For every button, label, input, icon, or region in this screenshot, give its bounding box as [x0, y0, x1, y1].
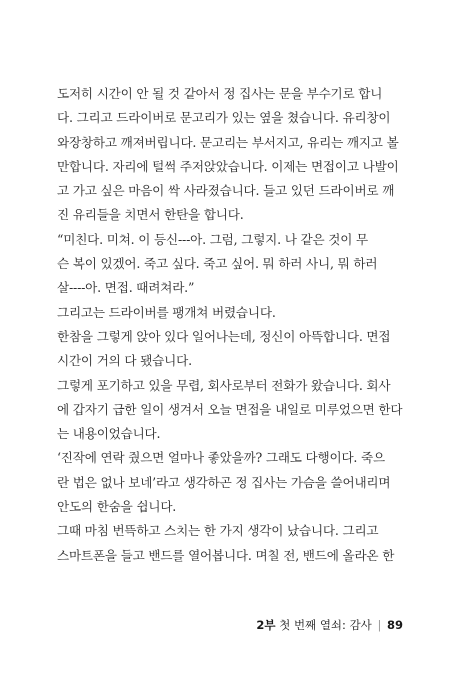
text-line: 도저히 시간이 안 될 것 같아서 정 집사는 문을 부수기로 합니 — [57, 86, 383, 101]
body-text — [57, 82, 403, 568]
text-line: 그때 마침 번뜩하고 스치는 한 가지 생각이 났습니다. 그리고 — [57, 523, 379, 539]
text-line: 시간이 거의 다 됐습니다. — [57, 353, 192, 369]
text-line: 슨 복이 있겠어. 죽고 싶다. 죽고 싶어. 뭐 하러 사니, 뭐 하러 — [57, 256, 378, 272]
text-line: 는 내용이었습니다. — [57, 426, 161, 442]
text-line: 에 갑자기 급한 일이 생겨서 오늘 면접을 내일로 미루었으면 한다 — [57, 401, 403, 417]
text-line: 고 가고 싶은 마음이 싹 사라졌습니다. 들고 있던 드라이버로 깨 — [57, 183, 395, 199]
text-line: 와장창하고 깨져버립니다. 문고리는 부서지고, 유리는 깨지고 볼 — [57, 134, 399, 150]
text-line: 그렇게 포기하고 있을 무렵, 회사로부터 전화가 왔습니다. 회사 — [57, 377, 391, 393]
text-line: ‘진작에 연락 줬으면 얼마나 좋았을까? 그래도 다행이다. 죽으 — [57, 450, 385, 466]
text-line: 살----아. 면접. 때려쳐라.” — [57, 280, 195, 296]
text-line: 란 법은 없나 보네’라고 생각하곤 정 집사는 가슴을 쓸어내리며 — [57, 474, 391, 490]
text-line: 만합니다. 자리에 털썩 주저앉았습니다. 이제는 면접이고 나발이 — [57, 158, 399, 174]
page-number: 89 — [386, 618, 403, 632]
text-line: 한참을 그렇게 앉아 있다 일어나는데, 정신이 아뜩합니다. 면접 — [57, 328, 391, 344]
page-footer — [0, 617, 403, 633]
text-line: 다. 그리고 드라이버로 문고리가 있는 옆을 쳤습니다. 유리창이 — [57, 110, 391, 126]
footer-separator: | — [377, 618, 382, 632]
text-line: “미친다. 미쳐. 이 등신---아. 그럼, 그렇지. 나 같은 것이 무 — [57, 231, 368, 247]
text-line: 스마트폰을 들고 밴드를 열어봅니다. 며칠 전, 밴드에 올라온 한 — [57, 547, 395, 563]
text-line: 안도의 한숨을 쉽니다. — [57, 499, 177, 515]
footer-chapter-title: 첫 번째 열쇠: 감사 — [279, 618, 372, 632]
text-line: 진 유리들을 치면서 한탄을 합니다. — [57, 207, 244, 223]
text-line: 그리고는 드라이버를 팽개쳐 버렸습니다. — [57, 304, 276, 320]
footer-part: 2부 — [256, 618, 276, 632]
